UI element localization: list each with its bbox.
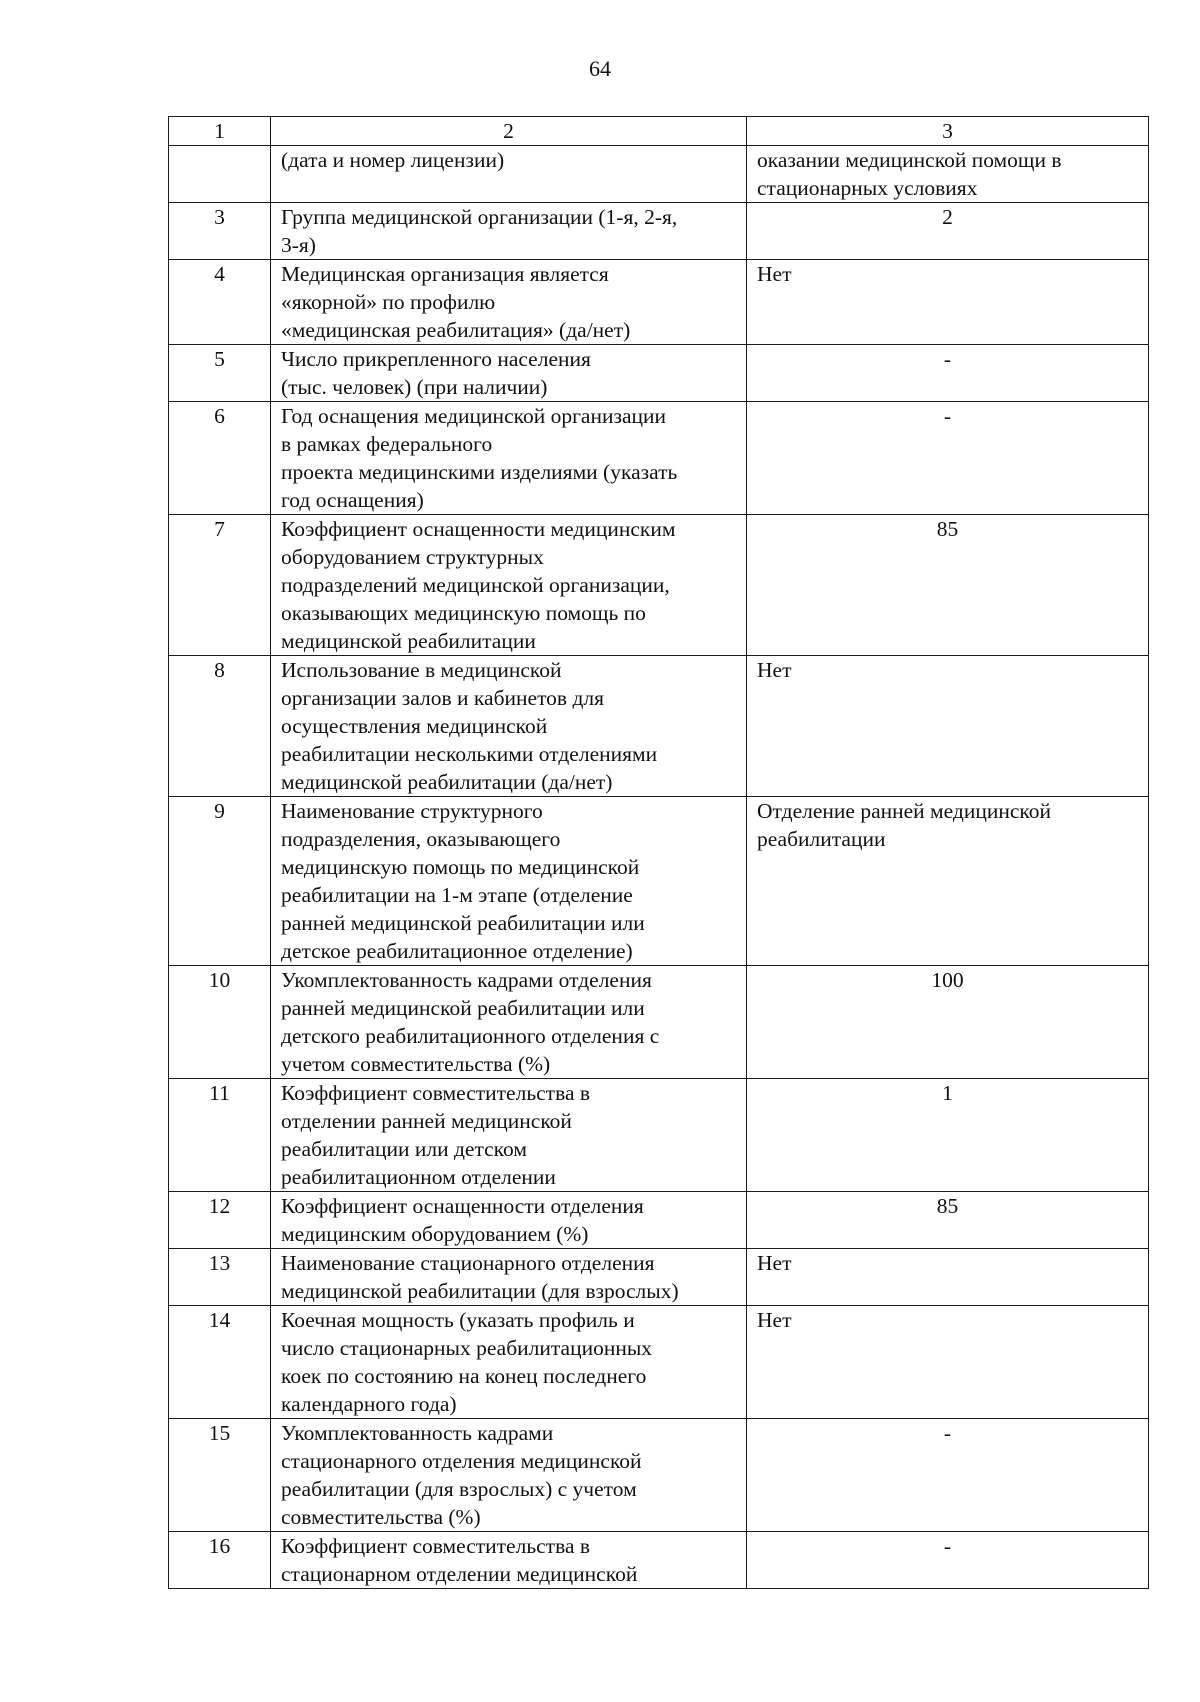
- data-table: [168, 116, 1149, 1589]
- indicator-name-cell: [271, 1079, 747, 1192]
- row-number-cell: 12: [169, 1192, 271, 1249]
- indicator-name-text: Коэффициент совместительства в стационарном отделении медицинской: [281, 1534, 638, 1586]
- indicator-value-text: -: [943, 404, 952, 428]
- table-row: [169, 203, 1149, 260]
- indicator-name-text: Наименование структурного подразделения, оказывающего медицинскую помощь по медицинской реабилитации на 1-м этапе (отделение ранней медицинской реабилитации или детское реабилитационное отделение): [281, 799, 645, 963]
- indicator-value-text: 85: [936, 1194, 959, 1218]
- indicator-name-cell: [271, 1419, 747, 1532]
- indicator-name-cell: [271, 1192, 747, 1249]
- row-number-cell: 8: [169, 656, 271, 797]
- indicator-name-cell: [271, 1532, 747, 1589]
- indicator-name-text: Укомплектованность кадрами стационарного отделения медицинской реабилитации (для взрослых) с учетом совместительства (%): [281, 1421, 642, 1529]
- indicator-name-text: Использование в медицинской организации залов и кабинетов для осуществления медицинской реабилитации несколькими отделениями медицинской реабилитации (да/нет): [281, 658, 658, 794]
- indicator-value-cell: [747, 1192, 1149, 1249]
- indicator-value-cell: [747, 966, 1149, 1079]
- indicator-value-cell: [747, 1532, 1149, 1589]
- indicator-name-text: (дата и номер лицензии): [281, 148, 505, 172]
- indicator-name-cell: [271, 1306, 747, 1419]
- indicator-value-text: -: [943, 347, 952, 371]
- indicator-value-cell: [747, 1419, 1149, 1532]
- indicator-value-text: -: [943, 1421, 952, 1445]
- indicator-name-cell: [271, 402, 747, 515]
- table-row: [169, 1419, 1149, 1532]
- table-row: [169, 1532, 1149, 1589]
- indicator-name-cell: [271, 260, 747, 345]
- header-cell-col1: 1: [169, 117, 271, 146]
- row-number-cell: 7: [169, 515, 271, 656]
- row-number-cell: 13: [169, 1249, 271, 1306]
- table-row: [169, 260, 1149, 345]
- table-row: [169, 966, 1149, 1079]
- indicator-value-text: Нет: [757, 1251, 792, 1275]
- indicator-value-cell: [747, 260, 1149, 345]
- table-row: [169, 146, 1149, 203]
- row-number-cell: 16: [169, 1532, 271, 1589]
- indicator-value-cell: [747, 345, 1149, 402]
- header-cell-col2: 2: [271, 117, 747, 146]
- table-row: [169, 1249, 1149, 1306]
- table-row: [169, 345, 1149, 402]
- indicator-value-cell: [747, 797, 1149, 966]
- indicator-value-text: Нет: [757, 658, 792, 682]
- indicator-value-text: 100: [931, 968, 964, 992]
- page-number: 64: [589, 56, 611, 81]
- row-number-cell: 6: [169, 402, 271, 515]
- indicator-name-cell: [271, 966, 747, 1079]
- row-number-cell: 10: [169, 966, 271, 1079]
- indicator-name-cell: [271, 656, 747, 797]
- indicator-name-cell: [271, 203, 747, 260]
- table-row: [169, 1079, 1149, 1192]
- indicator-name-text: Год оснащения медицинской организации в рамках федерального проекта медицинскими изделиями (указать год оснащения): [281, 404, 678, 512]
- table-row: [169, 797, 1149, 966]
- indicator-name-cell: [271, 146, 747, 203]
- table-body: [169, 117, 1149, 1589]
- table-row: [169, 515, 1149, 656]
- indicator-value-cell: [747, 402, 1149, 515]
- indicator-name-text: Группа медицинской организации (1-я, 2-я, 3-я): [281, 205, 678, 257]
- indicator-value-text: Нет: [757, 1308, 792, 1332]
- row-number-cell: [169, 146, 271, 203]
- indicator-value-text: 2: [942, 205, 953, 229]
- indicator-name-text: Коечная мощность (указать профиль и число стационарных реабилитационных коек по состоянию на конец последнего календарного года): [281, 1308, 653, 1416]
- row-number-cell: 4: [169, 260, 271, 345]
- table-row: [169, 1192, 1149, 1249]
- indicator-value-text: 85: [936, 517, 959, 541]
- indicator-name-text: Число прикрепленного населения (тыс. человек) (при наличии): [281, 347, 591, 399]
- row-number-cell: 3: [169, 203, 271, 260]
- indicator-name-cell: [271, 515, 747, 656]
- row-number-cell: 15: [169, 1419, 271, 1532]
- indicator-value-text: Отделение ранней медицинской реабилитации: [757, 799, 1052, 851]
- table-row: [169, 402, 1149, 515]
- row-number-cell: 9: [169, 797, 271, 966]
- indicator-name-text: Укомплектованность кадрами отделения ранней медицинской реабилитации или детского реабилитационного отделения с учетом совместительства (%): [281, 968, 660, 1076]
- header-cell-col3: 3: [747, 117, 1149, 146]
- indicator-name-text: Коэффициент совместительства в отделении ранней медицинской реабилитации или детском реабилитационном отделении: [281, 1081, 591, 1189]
- table-row: [169, 1306, 1149, 1419]
- indicator-value-cell: [747, 1306, 1149, 1419]
- indicator-value-text: -: [943, 1534, 952, 1558]
- table-header-row: [169, 117, 1149, 146]
- indicator-name-cell: [271, 1249, 747, 1306]
- indicator-value-cell: [747, 203, 1149, 260]
- indicator-name-text: Медицинская организация является «якорной» по профилю «медицинская реабилитация» (да/нет): [281, 262, 631, 342]
- indicator-value-text: Нет: [757, 262, 792, 286]
- indicator-name-text: Коэффициент оснащенности медицинским оборудованием структурных подразделений медицинской организации, оказывающих медицинскую помощь по медицинской реабилитации: [281, 517, 676, 653]
- indicator-name-cell: [271, 797, 747, 966]
- indicator-value-cell: [747, 1079, 1149, 1192]
- indicator-name-text: Наименование стационарного отделения медицинской реабилитации (для взрослых): [281, 1251, 679, 1303]
- row-number-cell: 14: [169, 1306, 271, 1419]
- row-number-cell: 11: [169, 1079, 271, 1192]
- indicator-value-cell: [747, 656, 1149, 797]
- indicator-value-cell: [747, 146, 1149, 203]
- indicator-value-cell: [747, 515, 1149, 656]
- indicator-name-cell: [271, 345, 747, 402]
- indicator-name-text: Коэффициент оснащенности отделения медицинским оборудованием (%): [281, 1194, 644, 1246]
- indicator-value-cell: [747, 1249, 1149, 1306]
- row-number-cell: 5: [169, 345, 271, 402]
- indicator-value-text: 1: [942, 1081, 953, 1105]
- table-row: [169, 656, 1149, 797]
- indicator-value-text: оказании медицинской помощи в стационарных условиях: [757, 148, 1062, 200]
